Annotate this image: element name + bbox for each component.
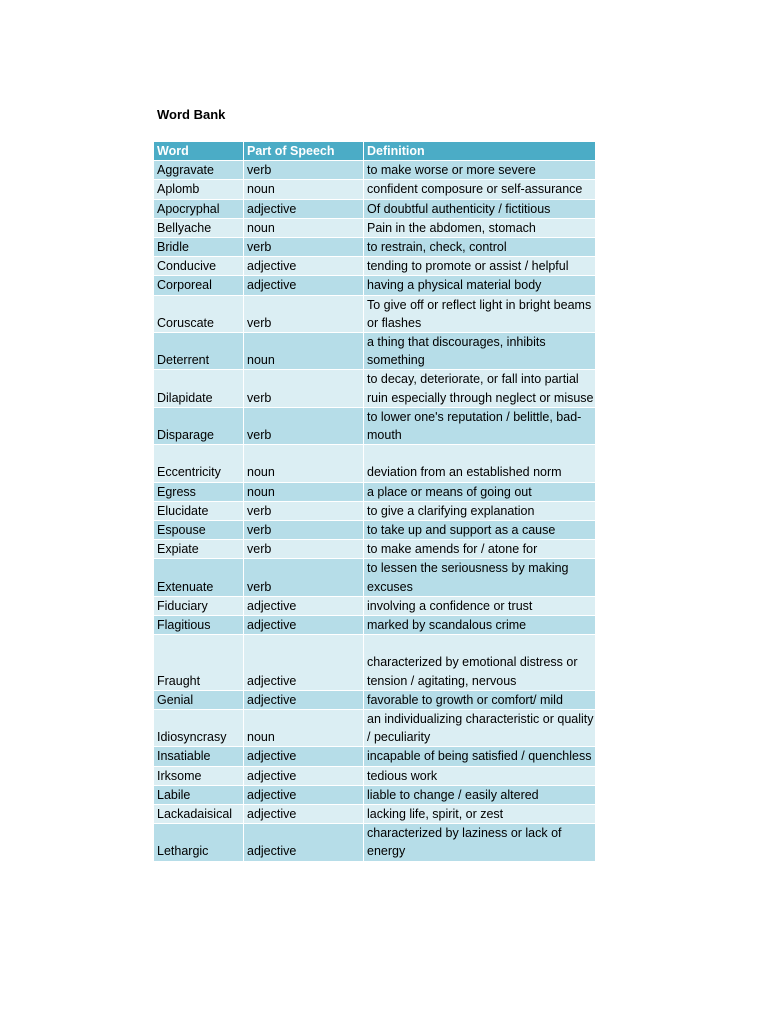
part-of-speech-cell: adjective <box>244 691 364 710</box>
table-row <box>154 276 595 295</box>
definition-cell: having a physical material body <box>364 276 595 295</box>
definition-cell: to decay, deteriorate, or fall into partial ruin especially through neglect or misuse <box>364 370 595 407</box>
definition-cell: to lessen the seriousness by making excuses <box>364 559 595 596</box>
header-row <box>154 142 595 161</box>
definition-cell: to make worse or more severe <box>364 161 595 180</box>
definition-cell: deviation from an established norm <box>364 445 595 482</box>
part-of-speech-cell: noun <box>244 445 364 482</box>
word-cell: Irksome <box>154 767 244 786</box>
definition-cell: Of doubtful authenticity / fictitious <box>364 200 595 219</box>
definition-cell: characterized by laziness or lack of energy <box>364 824 595 861</box>
word-cell: Bellyache <box>154 219 244 238</box>
column-header-word: Word <box>154 142 244 161</box>
definition-cell: involving a confidence or trust <box>364 597 595 616</box>
part-of-speech-cell: noun <box>244 710 364 747</box>
part-of-speech-cell: verb <box>244 559 364 596</box>
table-row <box>154 219 595 238</box>
definition-cell: lacking life, spirit, or zest <box>364 805 595 824</box>
table-row <box>154 805 595 824</box>
word-cell: Lackadaisical <box>154 805 244 824</box>
word-cell: Flagitious <box>154 616 244 635</box>
definition-cell: liable to change / easily altered <box>364 786 595 805</box>
table-row <box>154 161 595 180</box>
definition-cell: Pain in the abdomen, stomach <box>364 219 595 238</box>
word-cell: Bridle <box>154 238 244 257</box>
table-row <box>154 786 595 805</box>
table-row <box>154 710 595 747</box>
definition-cell: a place or means of going out <box>364 483 595 502</box>
word-cell: Apocryphal <box>154 200 244 219</box>
definition-cell: tedious work <box>364 767 595 786</box>
word-cell: Dilapidate <box>154 370 244 407</box>
word-cell: Genial <box>154 691 244 710</box>
word-bank-table <box>154 142 595 862</box>
table-row <box>154 691 595 710</box>
definition-cell: to give a clarifying explanation <box>364 502 595 521</box>
definition-cell: a thing that discourages, inhibits something <box>364 333 595 370</box>
part-of-speech-cell: adjective <box>244 767 364 786</box>
table-row <box>154 238 595 257</box>
definition-cell: marked by scandalous crime <box>364 616 595 635</box>
word-cell: Espouse <box>154 521 244 540</box>
word-cell: Corporeal <box>154 276 244 295</box>
part-of-speech-cell: noun <box>244 219 364 238</box>
word-cell: Idiosyncrasy <box>154 710 244 747</box>
definition-cell: an individualizing characteristic or quality / peculiarity <box>364 710 595 747</box>
definition-cell: to restrain, check, control <box>364 238 595 257</box>
word-cell: Disparage <box>154 408 244 445</box>
word-cell: Insatiable <box>154 747 244 766</box>
word-cell: Aggravate <box>154 161 244 180</box>
part-of-speech-cell: verb <box>244 370 364 407</box>
word-cell: Lethargic <box>154 824 244 861</box>
definition-cell: incapable of being satisfied / quenchless <box>364 747 595 766</box>
table-row <box>154 824 595 861</box>
part-of-speech-cell: noun <box>244 333 364 370</box>
page-title: Word Bank <box>157 107 226 122</box>
table-row <box>154 767 595 786</box>
part-of-speech-cell: adjective <box>244 635 364 691</box>
table-row <box>154 502 595 521</box>
table-row <box>154 559 595 596</box>
word-cell: Fraught <box>154 635 244 691</box>
part-of-speech-cell: verb <box>244 161 364 180</box>
table-body <box>154 161 595 861</box>
definition-cell: characterized by emotional distress or tension / agitating, nervous <box>364 635 595 691</box>
table-row <box>154 747 595 766</box>
table-row <box>154 296 595 333</box>
word-cell: Elucidate <box>154 502 244 521</box>
word-cell: Extenuate <box>154 559 244 596</box>
part-of-speech-cell: verb <box>244 408 364 445</box>
part-of-speech-cell: verb <box>244 296 364 333</box>
part-of-speech-cell: adjective <box>244 747 364 766</box>
part-of-speech-cell: adjective <box>244 805 364 824</box>
part-of-speech-cell: adjective <box>244 597 364 616</box>
part-of-speech-cell: adjective <box>244 200 364 219</box>
definition-cell: confident composure or self-assurance <box>364 180 595 199</box>
table-row <box>154 370 595 407</box>
part-of-speech-cell: adjective <box>244 257 364 276</box>
table-row <box>154 180 595 199</box>
column-header-part-of-speech: Part of Speech <box>244 142 364 161</box>
part-of-speech-cell: adjective <box>244 276 364 295</box>
word-cell: Coruscate <box>154 296 244 333</box>
table-row <box>154 540 595 559</box>
table-row <box>154 483 595 502</box>
definition-cell: to lower one's reputation / belittle, bad-mouth <box>364 408 595 445</box>
table-row <box>154 521 595 540</box>
definition-cell: favorable to growth or comfort/ mild <box>364 691 595 710</box>
table-row <box>154 333 595 370</box>
word-cell: Labile <box>154 786 244 805</box>
definition-cell: to take up and support as a cause <box>364 521 595 540</box>
word-cell: Expiate <box>154 540 244 559</box>
part-of-speech-cell: noun <box>244 180 364 199</box>
word-cell: Fiduciary <box>154 597 244 616</box>
part-of-speech-cell: verb <box>244 238 364 257</box>
part-of-speech-cell: adjective <box>244 824 364 861</box>
table-row <box>154 408 595 445</box>
table-row <box>154 597 595 616</box>
part-of-speech-cell: verb <box>244 502 364 521</box>
word-cell: Aplomb <box>154 180 244 199</box>
part-of-speech-cell: verb <box>244 521 364 540</box>
table-row <box>154 257 595 276</box>
definition-cell: tending to promote or assist / helpful <box>364 257 595 276</box>
part-of-speech-cell: adjective <box>244 786 364 805</box>
definition-cell: To give off or reflect light in bright beams or flashes <box>364 296 595 333</box>
word-cell: Egress <box>154 483 244 502</box>
word-cell: Eccentricity <box>154 445 244 482</box>
part-of-speech-cell: adjective <box>244 616 364 635</box>
table-row <box>154 635 595 691</box>
word-cell: Deterrent <box>154 333 244 370</box>
definition-cell: to make amends for / atone for <box>364 540 595 559</box>
table-row <box>154 445 595 482</box>
table-row <box>154 616 595 635</box>
column-header-definition: Definition <box>364 142 595 161</box>
part-of-speech-cell: verb <box>244 540 364 559</box>
word-cell: Conducive <box>154 257 244 276</box>
table-row <box>154 200 595 219</box>
part-of-speech-cell: noun <box>244 483 364 502</box>
